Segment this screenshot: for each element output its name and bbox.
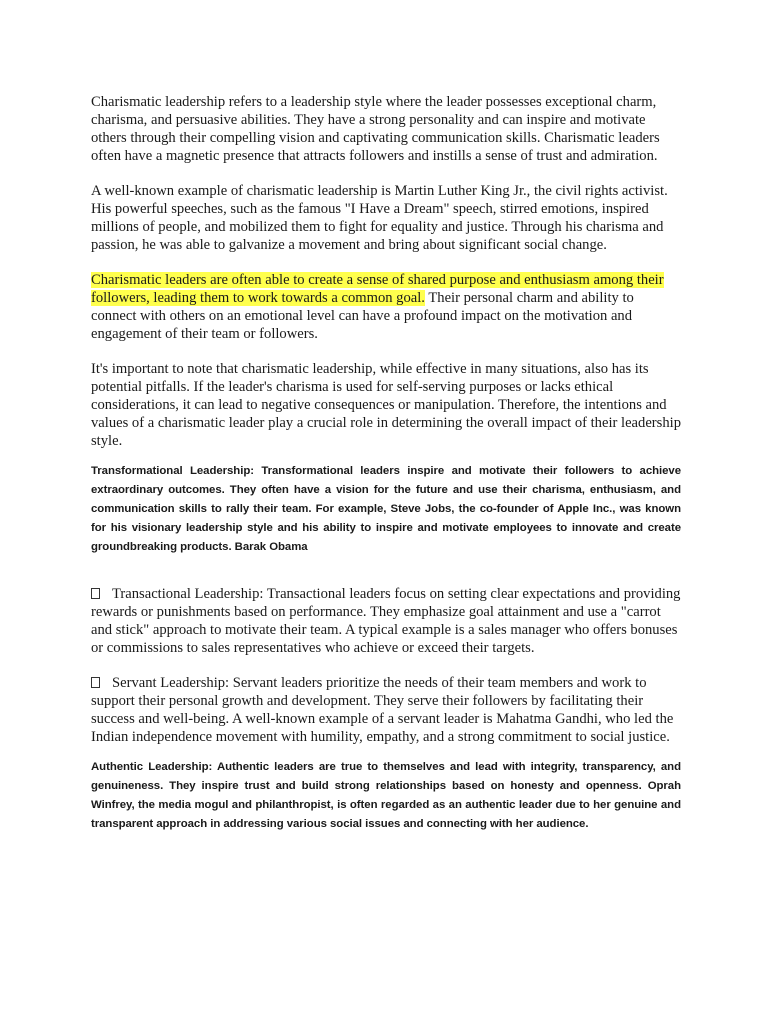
paragraph-transactional-text: Transactional Leadership: Transactional leaders focus on setting clear expectations and providing rewards or punishments based on performance. They emphasize goal attainment and use a "carrot and stick" approach to motivate their team. A typical example is a sales manager who offers bonuses or commissions to sales representatives who achieve or exceed their targets. xyxy=(91,586,681,656)
paragraph-authentic: Authentic Leadership: Authentic leaders are true to themselves and lead with integrity, transparency, and genuineness. They inspire trust and build strong relationships based on honesty and openness. Oprah Winfrey, the media mogul and philanthropist, is often regarded as an authentic leader due to her genuine and transparent approach in addressing various social issues and connecting with her audience. xyxy=(91,761,681,830)
paragraph-transactional xyxy=(91,585,681,657)
highlighted-text: Charismatic leaders are often able to create a sense of shared purpose and enthusiasm among their followers, leading them to work towards a common goal. xyxy=(91,272,664,306)
paragraph-charismatic-definition: Charismatic leadership refers to a leadership style where the leader possesses exceptional charm, charisma, and persuasive abilities. They have a strong personality and can inspire and motivate others through their compelling vision and captivating communication skills. Charismatic leaders often have a magnetic presence that attracts followers and instills a sense of trust and admiration. xyxy=(91,94,660,164)
paragraph-servant xyxy=(91,674,681,746)
document-page xyxy=(91,93,681,834)
paragraph-transformational: Transformational Leadership: Transformational leaders inspire and motivate their followers to achieve extraordinary outcomes. They often have a vision for the future and use their charisma, enthusiasm, and communication skills to rally their team. For example, Steve Jobs, the co-founder of Apple Inc., was known for his visionary leadership style and his ability to inspire and motivate employees to innovate and create groundbreaking products. Barak Obama xyxy=(91,465,681,553)
paragraph-shared-purpose-rest: Their personal charm and ability to connect with others on an emotional level can have a profound impact on the motivation and engagement of their team or followers. xyxy=(91,290,634,342)
missing-glyph-icon xyxy=(91,677,100,688)
paragraph-shared-purpose xyxy=(91,271,681,343)
paragraph-mlk-example: A well-known example of charismatic leadership is Martin Luther King Jr., the civil rights activist. His powerful speeches, such as the famous "I Have a Dream" speech, stirred emotions, inspired millions of people, and mobilized them to fight for equality and justice. Through his charisma and passion, he was able to galvanize a movement and bring about significant social change. xyxy=(91,183,668,253)
paragraph-pitfalls: It's important to note that charismatic leadership, while effective in many situations, also has its potential pitfalls. If the leader's charisma is used for self-serving purposes or lacks ethical considerations, it can lead to negative consequences or manipulation. Therefore, the intentions and values of a charismatic leader play a crucial role in determining the overall impact of their leadership style. xyxy=(91,361,681,449)
paragraph-servant-text: Servant Leadership: Servant leaders prioritize the needs of their team members and work to support their personal growth and development. They serve their followers by facilitating their success and well-being. A well-known example of a servant leader is Mahatma Gandhi, who led the Indian independence movement with humility, empathy, and a strong commitment to social justice. xyxy=(91,675,674,745)
missing-glyph-icon xyxy=(91,588,100,599)
